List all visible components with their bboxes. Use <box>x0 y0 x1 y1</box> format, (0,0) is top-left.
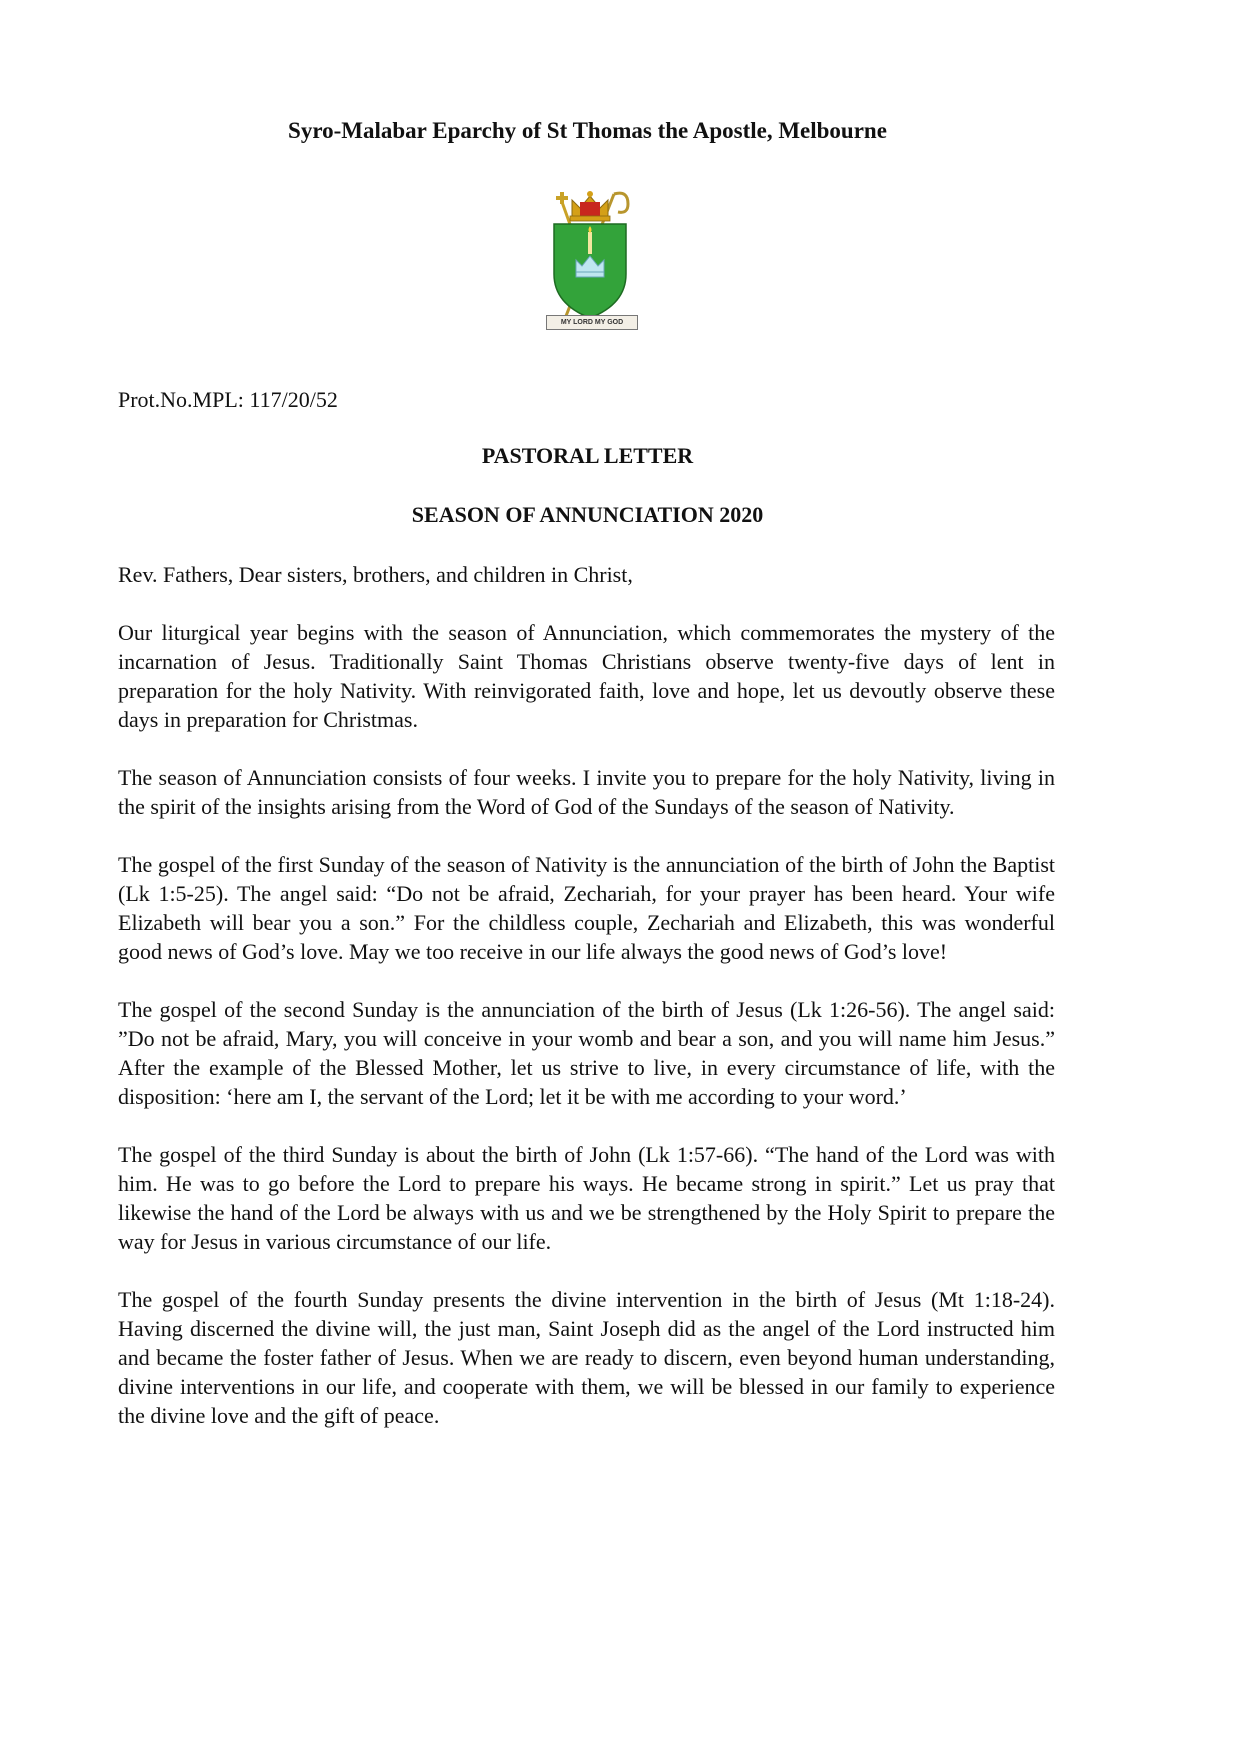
crest-motto-ribbon: MY LORD MY GOD <box>546 315 638 330</box>
protocol-number: Prot.No.MPL: 117/20/52 <box>118 387 338 412</box>
paragraph: Our liturgical year begins with the season of Annunciation, which commemorates the mystery of the incarnation of Jesus. Traditionally Saint Thomas Christians observe twenty-five days of lent in preparation for the holy Nativity. With reinvigorated faith, love and hope, let us devoutly observe these days in preparation for Christmas. <box>118 620 1055 732</box>
letter-title: PASTORAL LETTER <box>481 443 694 468</box>
paragraph: The gospel of the fourth Sunday presents the divine intervention in the birth of Jesus (Mt 1:18-24). Having discerned the divine will, the just man, Saint Joseph did as the angel of the Lord instructed him and became the foster father of Jesus. When we are ready to discern, even beyond human understanding, divine interventions in our life, and cooperate with them, we will be blessed in our family to experience the divine love and the gift of peace. <box>118 1287 1055 1428</box>
salutation: Rev. Fathers, Dear sisters, brothers, and children in Christ, <box>118 562 633 587</box>
letter-subtitle: SEASON OF ANNUNCIATION 2020 <box>411 502 764 527</box>
paragraph: The gospel of the second Sunday is the annunciation of the birth of Jesus (Lk 1:26-56). The angel said: ”Do not be afraid, Mary, you will conceive in your womb and bear a son, and you will name him Jesus.” After the example of the Blessed Mother, let us strive to live, in every circumstance of life, with the disposition: ‘here am I, the servant of the Lord; let it be with me according to your word.’ <box>118 997 1055 1109</box>
eparchy-heading: Syro-Malabar Eparchy of St Thomas the Apostle, Melbourne <box>288 118 887 143</box>
eparchy-crest-icon <box>536 188 644 332</box>
letter-body <box>118 560 1055 1459</box>
paragraph: The season of Annunciation consists of four weeks. I invite you to prepare for the holy Nativity, living in the spirit of the insights arising from the Word of God of the Sundays of the season of Nativity. <box>118 765 1055 819</box>
paragraph: The gospel of the first Sunday of the season of Nativity is the annunciation of the birth of John the Baptist (Lk 1:5-25). The angel said: “Do not be afraid, Zechariah, for your prayer has been heard. Your wife Elizabeth will bear you a son.” For the childless couple, Zechariah and Elizabeth, this was wonderful good news of God’s love. May we too receive in our life always the good news of God’s love! <box>118 852 1055 964</box>
paragraph: The gospel of the third Sunday is about the birth of John (Lk 1:57-66). “The hand of the Lord was with him. He was to go before the Lord to prepare his ways. He became strong in spirit.” Let us pray that likewise the hand of the Lord be always with us and we be strengthened by the Holy Spirit to prepare the way for Jesus in various circumstance of our life. <box>118 1142 1055 1254</box>
